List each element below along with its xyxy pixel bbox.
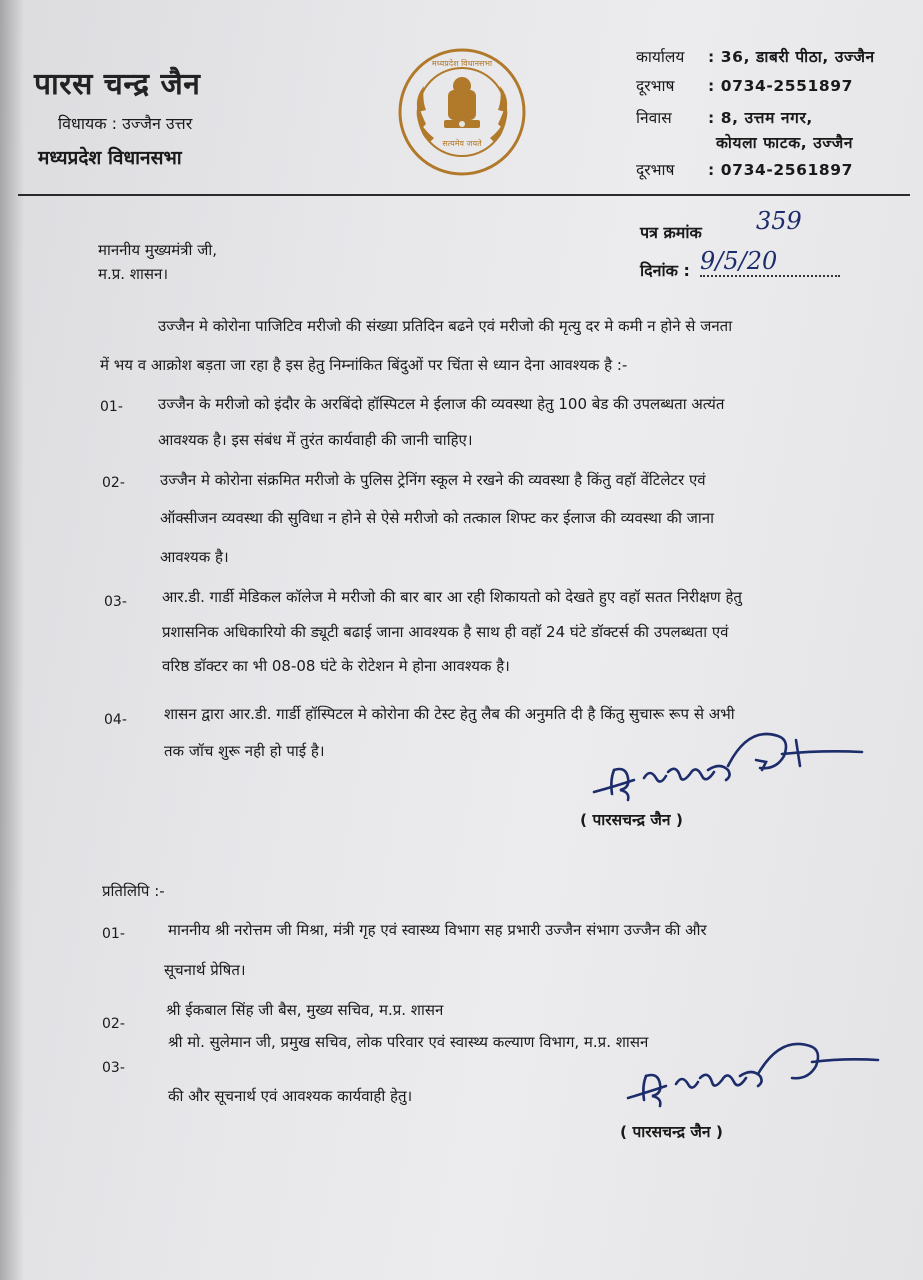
handwritten-signature-1: [586, 730, 878, 810]
point-1-line-2: आवश्यक है। इस संबंध में तुरंत कार्यवाही की जानी चाहिए।: [158, 431, 473, 449]
emblem-title: मध्यप्रदेश विधानसभा: [431, 59, 493, 68]
signatory-name-2: ( पारसचन्द्र जैन ): [620, 1123, 723, 1141]
copy-number: 01-: [102, 926, 125, 942]
addressee-line-1: माननीय मुख्यमंत्री जी,: [98, 241, 217, 259]
copy-number: 03-: [102, 1060, 125, 1076]
date-value: 9/5/20: [700, 247, 778, 275]
point-number: 03-: [104, 594, 127, 610]
copy-3-line-2: की और सूचनार्थ एवं आवश्यक कार्यवाही हेतु।: [168, 1087, 413, 1105]
point-number: 01-: [100, 399, 123, 415]
copy-heading: प्रतिलिपि :-: [102, 882, 165, 900]
addressee-line-2: म.प्र. शासन।: [98, 265, 169, 283]
point-3-line-3: वरिष्ठ डॉक्टर का भी 08-08 घंटे के रोटेशन मे होना आवश्यक है।: [162, 657, 510, 675]
assembly-name: मध्यप्रदेश विधानसभा: [38, 147, 182, 169]
copy-1-line-2: सूचनार्थ प्रेषित।: [164, 961, 246, 979]
office-phone: [636, 74, 853, 96]
assembly-emblem-logo: [396, 46, 528, 178]
copy-number: 02-: [102, 1016, 125, 1032]
ref-number: 359: [756, 207, 802, 235]
copy-1-line-1: माननीय श्री नरोत्तम जी मिश्रा, मंत्री गृह एवं स्वास्थ्य विभाग सह प्रभारी उज्जैन संभाग उज्जैन की और: [168, 921, 707, 939]
point-2-line-1: उज्जैन मे कोरोना संक्रमित मरीजो के पुलिस ट्रेनिंग स्कूल मे रखने की व्यवस्था है किंतु वहॉ वेंटिलेटर एवं: [160, 471, 706, 489]
residence-phone: [636, 158, 853, 180]
copy-2-line-1: श्री ईकबाल सिंह जी बैस, मुख्य सचिव, म.प्र. शासन: [166, 1001, 444, 1019]
handwritten-signature-2: [622, 1040, 884, 1116]
office-address-value: : 36, डाबरी पीठा, उज्जैन: [708, 48, 875, 66]
point-1-line-1: उज्जैन के मरीजो को इंदौर के अरबिंदो हॉस्पिटल मे ईलाज की व्यवस्था हेतु 100 बेड की उपलब्धता अत्यंत: [158, 395, 725, 413]
date-label: दिनांक :: [640, 261, 690, 280]
signatory-name: ( पारसचन्द्र जैन ): [580, 811, 683, 829]
point-3-line-1: आर.डी. गार्डी मेडिकल कॉलेज मे मरीजो की बार बार आ रही शिकायतो को देखते हुए वहॉ सतत निरीक्षण हेतु: [162, 588, 742, 606]
office-address: [636, 45, 875, 67]
point-number: 02-: [102, 475, 125, 491]
residence-phone-label: दूरभाष: [636, 161, 675, 179]
point-3-line-2: प्रशासनिक अधिकारियो की ड्यूटी बढाई जाना आवश्यक है साथ ही वहॉ 24 घंटे डॉक्टर्स की उपलब्धता एवं: [162, 623, 729, 641]
office-phone-value: : 0734-2551897: [708, 77, 854, 95]
intro-line-2: में भय व आक्रोश बड़ता जा रहा है इस हेतु निम्नांकित बिंदुओं पर चिंता से ध्यान देना आवश्यक है :-: [100, 356, 628, 374]
mla-name: पारस चन्द्र जैन: [34, 67, 201, 102]
residence-phone-value: : 0734-2561897: [708, 161, 854, 179]
point-4-line-2: तक जॉच शुरू नही हो पाई है।: [164, 742, 325, 760]
header-divider: [18, 194, 910, 196]
point-2-line-3: आवश्यक है।: [160, 548, 229, 566]
office-label: कार्यालय: [636, 48, 685, 66]
copy-3-line-1: श्री मो. सुलेमान जी, प्रमुख सचिव, लोक परिवार एवं स्वास्थ्य कल्याण विभाग, म.प्र. शासन: [168, 1033, 649, 1051]
office-phone-label: दूरभाष: [636, 77, 675, 95]
residence-address-line2: कोयला फाटक, उज्जैन: [716, 134, 854, 152]
residence-label: निवास: [636, 109, 672, 127]
mla-designation: विधायक : उज्जैन उत्तर: [58, 114, 193, 133]
point-number: 04-: [104, 712, 127, 728]
date-dotted-line: [700, 275, 840, 277]
residence-address-value: : 8, उत्तम नगर,: [708, 109, 813, 127]
page-shadow: [0, 0, 24, 1280]
residence-address: [636, 106, 813, 128]
ref-label: पत्र क्रमांक: [640, 223, 702, 242]
point-2-line-2: ऑक्सीजन व्यवस्था की सुविधा न होने से ऐसे मरीजो को तत्काल शिफ्ट कर ईलाज की व्यवस्था की जाना: [160, 509, 714, 527]
emblem-motto: सत्यमेव जयते: [442, 139, 482, 148]
point-4-line-1: शासन द्वारा आर.डी. गार्डी हॉस्पिटल मे कोरोना की टेस्ट हेतु लैब की अनुमति दी है किंतु सुचारू रूप से अभी: [164, 705, 735, 723]
intro-line-1: उज्जैन मे कोरोना पाजिटिव मरीजो की संख्या प्रतिदिन बढने एवं मरीजो की मृत्यु दर मे कमी न होने से जनता: [158, 317, 733, 335]
